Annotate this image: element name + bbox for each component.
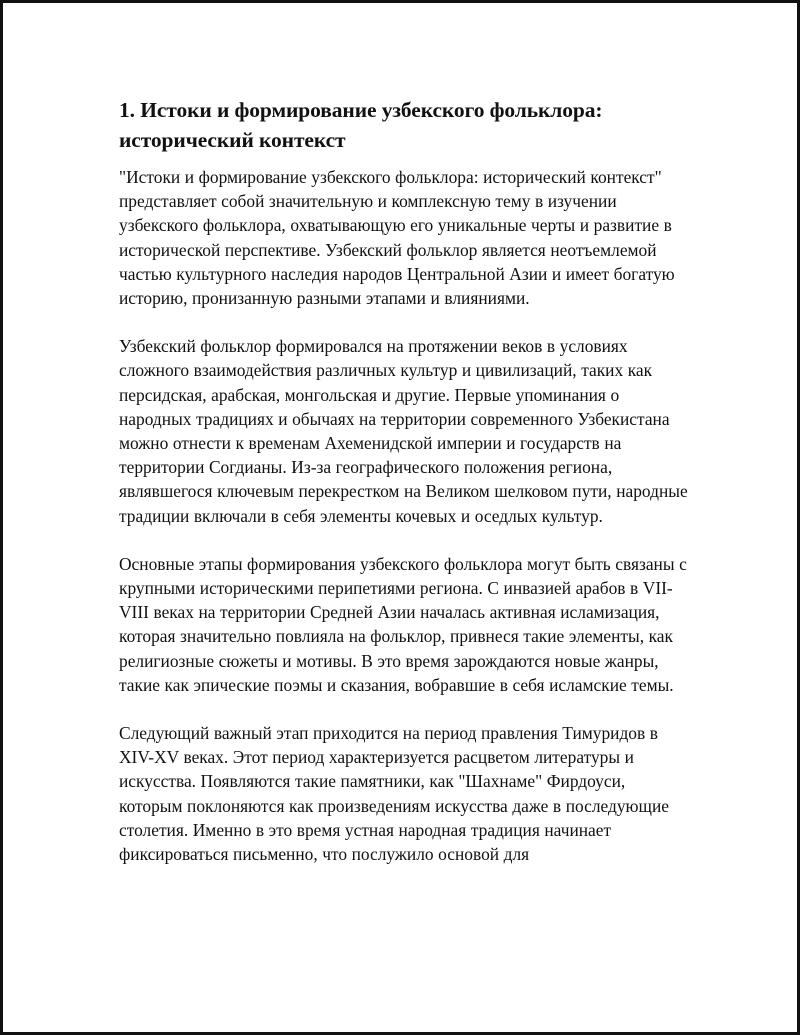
paragraph-2: Узбекский фольклор формировался на протяжении веков в условиях сложного взаимодействия различных культур и цивилизаций, таких как персидская, арабская, монгольская и другие. Первые упоминания о народных традициях и обычаях на территории современного Узбекистана можно отнести к временам Ахеменидской империи и государств на территории Согдианы. Из-за географического положения региона, являвшегося ключевым перекрестком на Великом шелковом пути, народные традиции включали в себя элементы кочевых и оседлых культур. bbox=[119, 336, 688, 526]
document-body bbox=[119, 95, 691, 890]
paragraph-4: Следующий важный этап приходится на период правления Тимуридов в XIV-XV веках. Этот период характеризуется расцветом литературы и искусства. Появляются такие памятники, как "Шахнаме" Фирдоуси, которым поклоняются как произведениям искусства даже в последующие столетия. Именно в это время устная народная традиция начинает фиксироваться письменно, что послужило основой для bbox=[119, 723, 669, 865]
section-heading: 1. Истоки и формирование узбекского фольклора: исторический контекст bbox=[119, 98, 603, 152]
paragraph-3: Основные этапы формирования узбекского фольклора могут быть связаны с крупными историческими перипетиями региона. С инвазией арабов в VII-VIII веках на территории Средней Азии началась активная исламизация, которая значительно повлияла на фольклор, привнеся такие элементы, как религиозные сюжеты и мотивы. В это время зарождаются новые жанры, такие как эпические поэмы и сказания, вобравшие в себя исламские темы. bbox=[119, 553, 687, 695]
paragraph-1: "Истоки и формирование узбекского фольклора: исторический контекст" представляет собой значительную и комплексную тему в изучении узбекского фольклора, охватывающую его уникальные черты и развитие в исторической перспективе. Узбекский фольклор является неотъемлемой частью культурного наследия народов Центральной Азии и имеет богатую историю, пронизанную разными этапами и влияниями. bbox=[119, 167, 675, 309]
